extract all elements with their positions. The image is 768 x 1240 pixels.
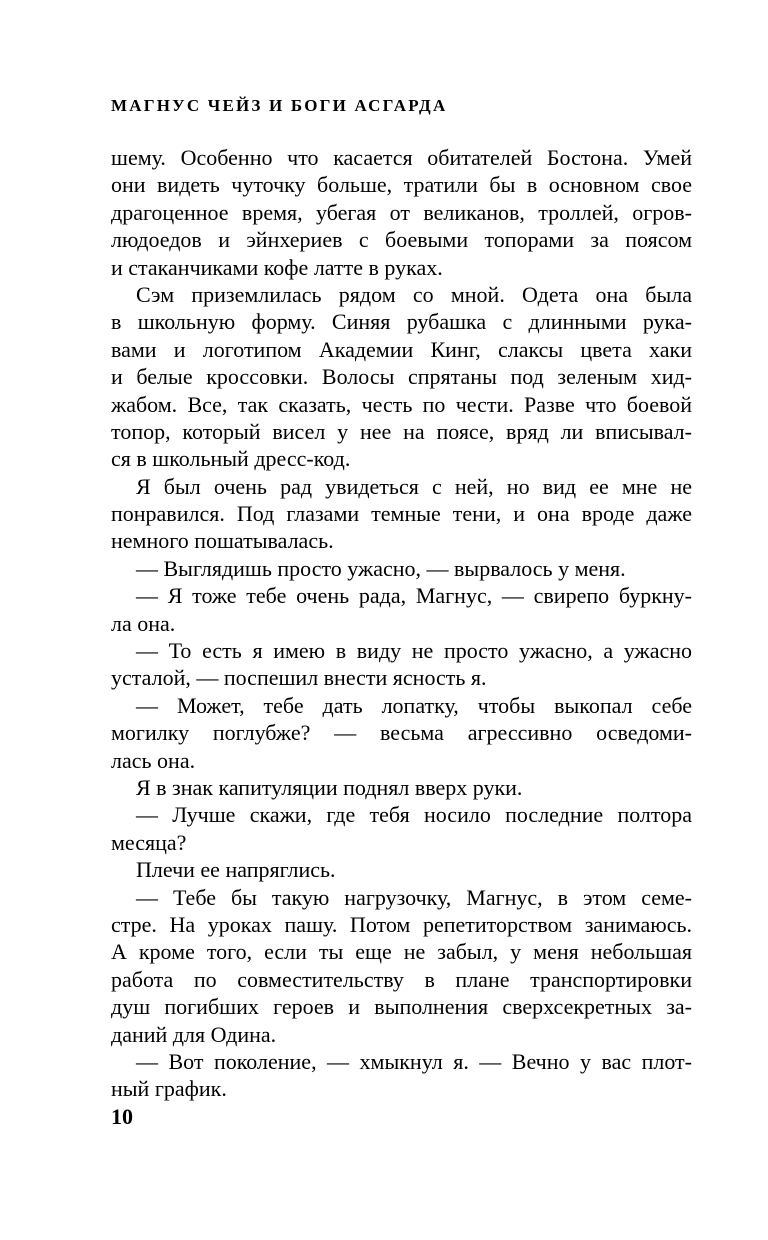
text-line: работа по совместительству в плане транспортировки [111,966,692,992]
text-line: А кроме того, если ты еще не забыл, у меня небольшая [111,939,692,965]
text-line: Плечи ее напряглись. [136,857,336,883]
paragraph [111,637,692,692]
text-line: они видеть чуточку больше, тратили бы в основном свое [111,172,692,198]
text-line: шему. Особенно что касается обитателей Бостона. Умей [111,145,692,170]
text-line: месяца? [111,829,187,855]
paragraph [111,884,692,1048]
text-line: топор, который висел у нее на поясе, вряд ли вписывал- [111,418,692,444]
paragraph [111,801,692,856]
page-body [111,144,692,1103]
paragraph [111,144,692,281]
text-line: и стаканчиками кофе латте в руках. [111,254,443,280]
text-line: могилку поглубже? — весьма агрессивно осведоми- [111,720,692,746]
page-number: 10 [111,1104,133,1129]
paragraph [111,555,692,582]
text-line: ся в школьный дресс-код. [111,446,351,472]
paragraph [111,1048,692,1103]
text-line: людоедов и эйнхериев с боевыми топорами за поясом [111,227,692,253]
text-line: и белые кроссовки. Волосы спрятаны под зеленым хид- [111,364,692,390]
text-line: стре. На уроках пашу. Потом репетиторством занимаюсь. [111,911,692,937]
paragraph [111,856,692,883]
text-line: — Я тоже тебе очень рада, Магнус, — свирепо буркну- [136,583,692,609]
text-line: Я был очень рад увидеться с ней, но вид ее мне не [136,473,692,499]
text-line: усталой, — поспешил внести ясность я. [111,665,487,691]
paragraph [111,473,692,555]
text-line: Я в знак капитуляции поднял вверх руки. [136,774,523,800]
paragraph [111,582,692,637]
text-line: немного пошатывалась. [111,528,334,554]
text-line: ла она. [111,610,176,636]
text-line: — Лучше скажи, где тебя носило последние полтора [136,802,692,828]
text-line: понравился. Под глазами темные тени, и она вроде даже [111,501,692,527]
text-line: лась она. [111,747,196,773]
text-line: — Тебе бы такую нагрузочку, Магнус, в этом семе- [136,884,692,910]
running-header: МАГНУС ЧЕЙЗ И БОГИ АСГАРДА [111,96,448,115]
paragraph [111,774,692,801]
text-line: — Может, тебе дать лопатку, чтобы выкопал себе [136,692,692,718]
text-line: жабом. Все, так сказать, честь по чести. Разве что боевой [111,391,692,417]
text-line: вами и логотипом Академии Кинг, слаксы цвета хаки [111,336,692,362]
text-line: даний для Одина. [111,1021,277,1047]
text-line: в школьную форму. Синяя рубашка с длинными рука- [111,309,692,335]
text-line: драгоценное время, убегая от великанов, троллей, огров- [111,199,692,225]
text-line: Сэм приземлилась рядом со мной. Одета она была [136,281,692,307]
text-line: — Выглядишь просто ужасно, — вырвалось у меня. [136,555,626,581]
text-line: ный график. [111,1076,227,1102]
text-line: душ погибших героев и выполнения сверхсекретных за- [111,994,692,1020]
text-line: — То есть я имею в виду не просто ужасно, а ужасно [136,638,692,664]
text-line: — Вот поколение, — хмыкнул я. — Вечно у вас плот- [136,1048,692,1074]
paragraph [111,692,692,774]
paragraph [111,281,692,473]
